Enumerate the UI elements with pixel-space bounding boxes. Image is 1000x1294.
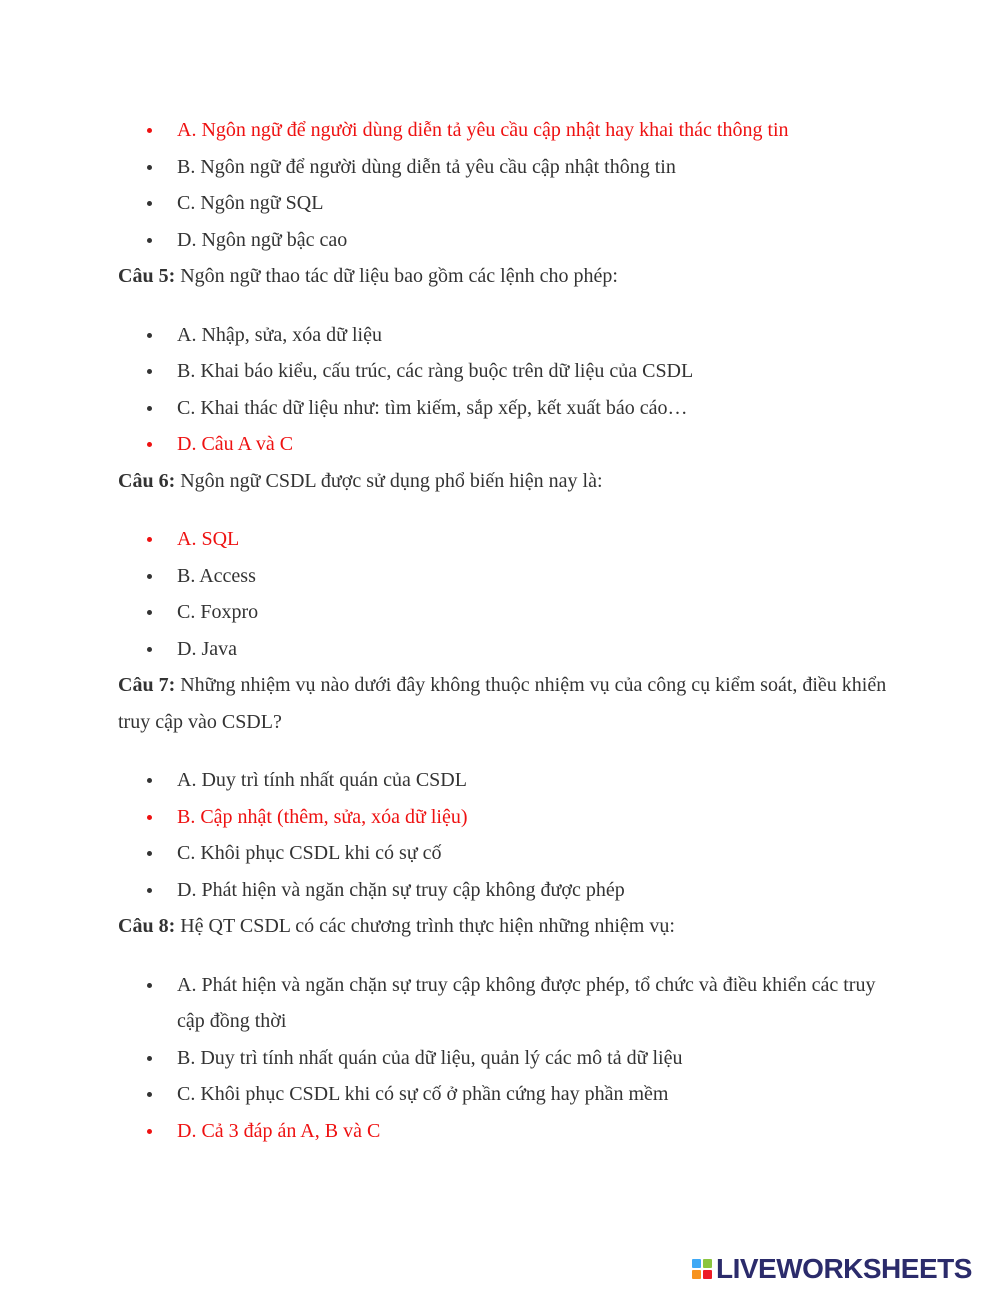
bullet-icon bbox=[147, 333, 152, 338]
logo-block bbox=[692, 1270, 701, 1279]
bullet-icon bbox=[147, 888, 152, 893]
question-5 bbox=[0, 258, 1000, 295]
bullet-icon bbox=[147, 406, 152, 411]
question-number: Câu 6: bbox=[118, 469, 176, 492]
option-item[interactable] bbox=[0, 112, 1000, 149]
option-text: C. Foxpro bbox=[177, 601, 259, 623]
logo-block bbox=[692, 1259, 701, 1268]
option-item[interactable] bbox=[0, 1076, 1000, 1113]
option-item[interactable] bbox=[0, 222, 1000, 259]
option-text: A. Nhập, sửa, xóa dữ liệu bbox=[177, 323, 382, 346]
question-text: Ngôn ngữ thao tác dữ liệu bao gồm các lệnh cho phép: bbox=[175, 265, 618, 287]
option-item[interactable] bbox=[0, 799, 1000, 836]
bullet-icon bbox=[147, 1129, 152, 1134]
question-7-options bbox=[0, 762, 1000, 908]
option-item[interactable] bbox=[0, 1113, 1000, 1150]
bullet-icon bbox=[147, 647, 152, 652]
option-text: A. SQL bbox=[177, 528, 240, 550]
option-item[interactable] bbox=[0, 1040, 1000, 1077]
bullet-icon bbox=[147, 1092, 152, 1097]
question-text: Những nhiệm vụ nào dưới đây không thuộc nhiệm vụ của công cụ kiểm soát, điều khiển truy cập vào CSDL? bbox=[118, 674, 887, 733]
question-text: Ngôn ngữ CSDL được sử dụng phổ biến hiện nay là: bbox=[175, 469, 603, 492]
option-text: D. Phát hiện và ngăn chặn sự truy cập không được phép bbox=[177, 878, 625, 901]
bullet-icon bbox=[147, 165, 152, 170]
option-text: B. Access bbox=[177, 564, 256, 587]
bullet-icon bbox=[147, 201, 152, 206]
bullet-icon bbox=[147, 983, 152, 988]
option-text: B. Ngôn ngữ để người dùng diễn tả yêu cầu cập nhật thông tin bbox=[177, 155, 676, 178]
bullet-icon bbox=[147, 369, 152, 374]
bullet-icon bbox=[147, 537, 152, 542]
logo-block bbox=[703, 1270, 712, 1279]
option-item[interactable] bbox=[0, 521, 1000, 558]
option-text: A. Phát hiện và ngăn chặn sự truy cập không được phép, tổ chức và điều khiển các truy cập đồng thời bbox=[177, 973, 876, 1032]
option-item[interactable] bbox=[0, 390, 1000, 427]
question-6-options bbox=[0, 521, 1000, 667]
logo-text: LIVEWORKSHEETS bbox=[716, 1253, 972, 1284]
option-text: B. Duy trì tính nhất quán của dữ liệu, quản lý các mô tả dữ liệu bbox=[177, 1046, 683, 1069]
question-7 bbox=[0, 667, 1000, 740]
question-8 bbox=[0, 908, 1000, 945]
bullet-icon bbox=[147, 128, 152, 133]
option-text: D. Cả 3 đáp án A, B và C bbox=[177, 1119, 381, 1142]
bullet-icon bbox=[147, 851, 152, 856]
option-item[interactable] bbox=[0, 835, 1000, 872]
option-text: A. Ngôn ngữ để người dùng diễn tả yêu cầu cập nhật hay khai thác thông tin bbox=[177, 119, 789, 141]
question-6 bbox=[0, 463, 1000, 500]
bullet-icon bbox=[147, 815, 152, 820]
question-4-options bbox=[0, 112, 1000, 258]
option-text: C. Ngôn ngữ SQL bbox=[177, 192, 324, 214]
question-number: Câu 5: bbox=[118, 265, 176, 287]
bullet-icon bbox=[147, 1056, 152, 1061]
option-item[interactable] bbox=[0, 631, 1000, 668]
question-number: Câu 7: bbox=[118, 674, 176, 696]
option-text: A. Duy trì tính nhất quán của CSDL bbox=[177, 769, 467, 791]
question-number: Câu 8: bbox=[118, 915, 176, 937]
question-5-options bbox=[0, 317, 1000, 463]
logo-block bbox=[703, 1259, 712, 1268]
option-item[interactable] bbox=[0, 149, 1000, 186]
bullet-icon bbox=[147, 238, 152, 243]
option-item[interactable] bbox=[0, 872, 1000, 909]
logo-blocks-icon bbox=[692, 1259, 712, 1279]
option-item[interactable] bbox=[0, 762, 1000, 799]
option-item[interactable] bbox=[0, 558, 1000, 595]
bullet-icon bbox=[147, 610, 152, 615]
liveworksheets-logo bbox=[692, 1254, 972, 1284]
option-item[interactable] bbox=[0, 185, 1000, 222]
option-text: C. Khai thác dữ liệu như: tìm kiếm, sắp xếp, kết xuất báo cáo… bbox=[177, 396, 688, 419]
option-item[interactable] bbox=[0, 426, 1000, 463]
option-text: D. Java bbox=[177, 637, 237, 660]
option-text: C. Khôi phục CSDL khi có sự cố ở phần cứng hay phần mềm bbox=[177, 1083, 669, 1105]
option-item[interactable] bbox=[0, 353, 1000, 390]
option-item[interactable] bbox=[0, 967, 1000, 1040]
option-text: D. Câu A và C bbox=[177, 433, 294, 455]
option-item[interactable] bbox=[0, 317, 1000, 354]
option-item[interactable] bbox=[0, 594, 1000, 631]
bullet-icon bbox=[147, 778, 152, 783]
question-8-options bbox=[0, 967, 1000, 1150]
option-text: B. Cập nhật (thêm, sửa, xóa dữ liệu) bbox=[177, 805, 468, 828]
bullet-icon bbox=[147, 574, 152, 579]
option-text: C. Khôi phục CSDL khi có sự cố bbox=[177, 842, 442, 864]
bullet-icon bbox=[147, 442, 152, 447]
question-text: Hệ QT CSDL có các chương trình thực hiện những nhiệm vụ: bbox=[175, 915, 675, 937]
option-text: B. Khai báo kiểu, cấu trúc, các ràng buộc trên dữ liệu của CSDL bbox=[177, 360, 694, 382]
option-text: D. Ngôn ngữ bậc cao bbox=[177, 228, 348, 251]
